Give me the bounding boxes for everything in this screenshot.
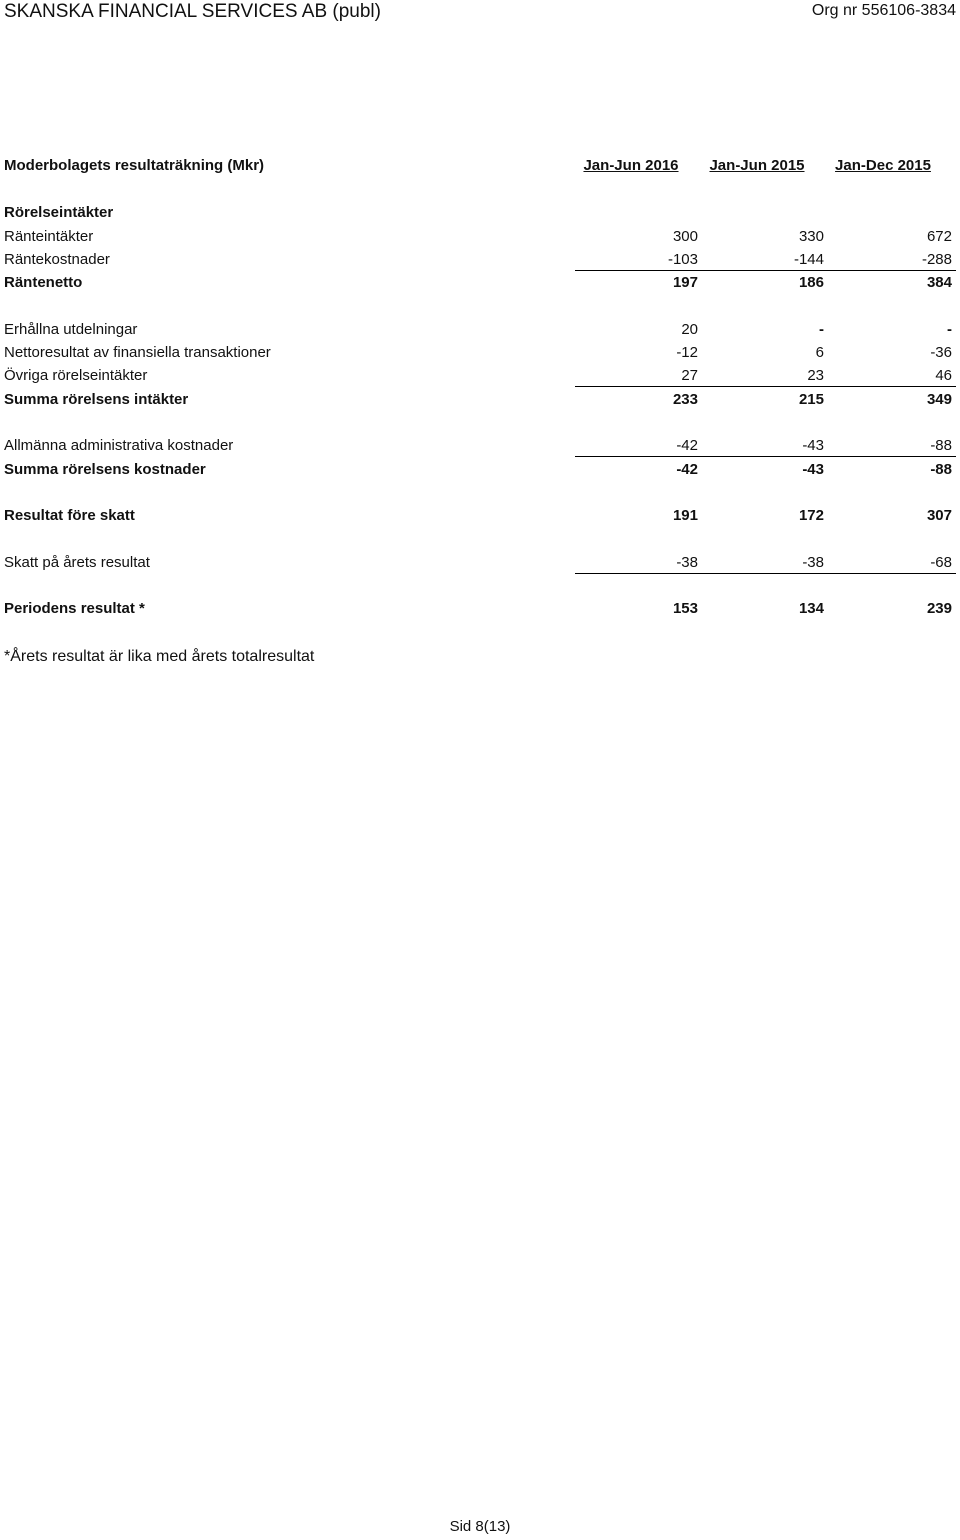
table-row [0, 599, 960, 619]
row-label: Summa rörelsens intäkter [4, 391, 189, 408]
page-number: Sid 8(13) [449, 1518, 511, 1535]
table-row [0, 273, 960, 293]
row-label: Ränteintäkter [4, 228, 94, 245]
cell-value: 215 [798, 391, 824, 408]
statement-title: Moderbolagets resultaträkning (Mkr) [4, 157, 265, 174]
cell-value: 300 [672, 228, 698, 245]
subtotal-rule [575, 270, 956, 271]
cell-value: -144 [793, 251, 824, 268]
cell-value: -42 [676, 437, 698, 454]
table-row [0, 460, 960, 480]
cell-value: 134 [798, 600, 824, 617]
row-label: Resultat före skatt [4, 507, 135, 524]
row-label: Rörelseintäkter [4, 204, 114, 221]
row-label: Räntekostnader [4, 251, 110, 268]
row-label: Skatt på årets resultat [4, 554, 150, 571]
cell-value: -103 [667, 251, 698, 268]
row-label: Övriga rörelseintäkter [4, 367, 148, 384]
cell-value: 46 [935, 367, 952, 384]
cell-value: -88 [930, 461, 952, 478]
row-label: Allmänna administrativa kostnader [4, 437, 234, 454]
table-row [0, 506, 960, 526]
cell-value: 153 [672, 600, 698, 617]
cell-value: 307 [926, 507, 952, 524]
cell-value: - [819, 321, 824, 338]
subtotal-rule [575, 456, 956, 457]
cell-value: 197 [672, 274, 698, 291]
cell-value: 191 [672, 507, 698, 524]
cell-value: -43 [802, 461, 824, 478]
table-row [0, 366, 960, 386]
footnote: *Årets resultat är lika med årets totalresultat [4, 648, 315, 665]
cell-value: - [947, 321, 952, 338]
row-label: Erhållna utdelningar [4, 321, 138, 338]
subtotal-rule [575, 386, 956, 387]
row-label: Summa rörelsens kostnader [4, 461, 206, 478]
cell-value: 349 [926, 391, 952, 408]
cell-value: -12 [676, 344, 698, 361]
table-row [0, 250, 960, 270]
cell-value: 384 [926, 274, 952, 291]
table-row [0, 203, 960, 223]
table-row [0, 343, 960, 363]
cell-value: -43 [802, 437, 824, 454]
cell-value: -88 [930, 437, 952, 454]
cell-value: 186 [798, 274, 824, 291]
cell-value: -42 [676, 461, 698, 478]
cell-value: 172 [798, 507, 824, 524]
table-row [0, 553, 960, 573]
cell-value: 6 [815, 344, 824, 361]
org-number: Org nr 556106-3834 [811, 2, 956, 19]
column-header-jan-jun-2015: Jan-Jun 2015 [709, 157, 805, 174]
table-row [0, 390, 960, 410]
cell-value: -288 [921, 251, 952, 268]
subtotal-rule [575, 573, 956, 574]
cell-value: 27 [681, 367, 698, 384]
cell-value: -38 [802, 554, 824, 571]
cell-value: 20 [681, 321, 698, 338]
row-label: Nettoresultat av finansiella transaktioner [4, 344, 271, 361]
cell-value: 239 [926, 600, 952, 617]
cell-value: 672 [926, 228, 952, 245]
cell-value: -36 [930, 344, 952, 361]
cell-value: 23 [807, 367, 824, 384]
cell-value: -68 [930, 554, 952, 571]
company-name: SKANSKA FINANCIAL SERVICES AB (publ) [4, 1, 381, 22]
row-label: Periodens resultat * [4, 600, 145, 617]
table-row [0, 227, 960, 247]
cell-value: 233 [672, 391, 698, 408]
cell-value: -38 [676, 554, 698, 571]
column-header-jan-dec-2015: Jan-Dec 2015 [835, 157, 931, 174]
table-row [0, 320, 960, 340]
table-row [0, 436, 960, 456]
cell-value: 330 [798, 228, 824, 245]
column-header-jan-jun-2016: Jan-Jun 2016 [583, 157, 679, 174]
row-label: Räntenetto [4, 274, 83, 291]
